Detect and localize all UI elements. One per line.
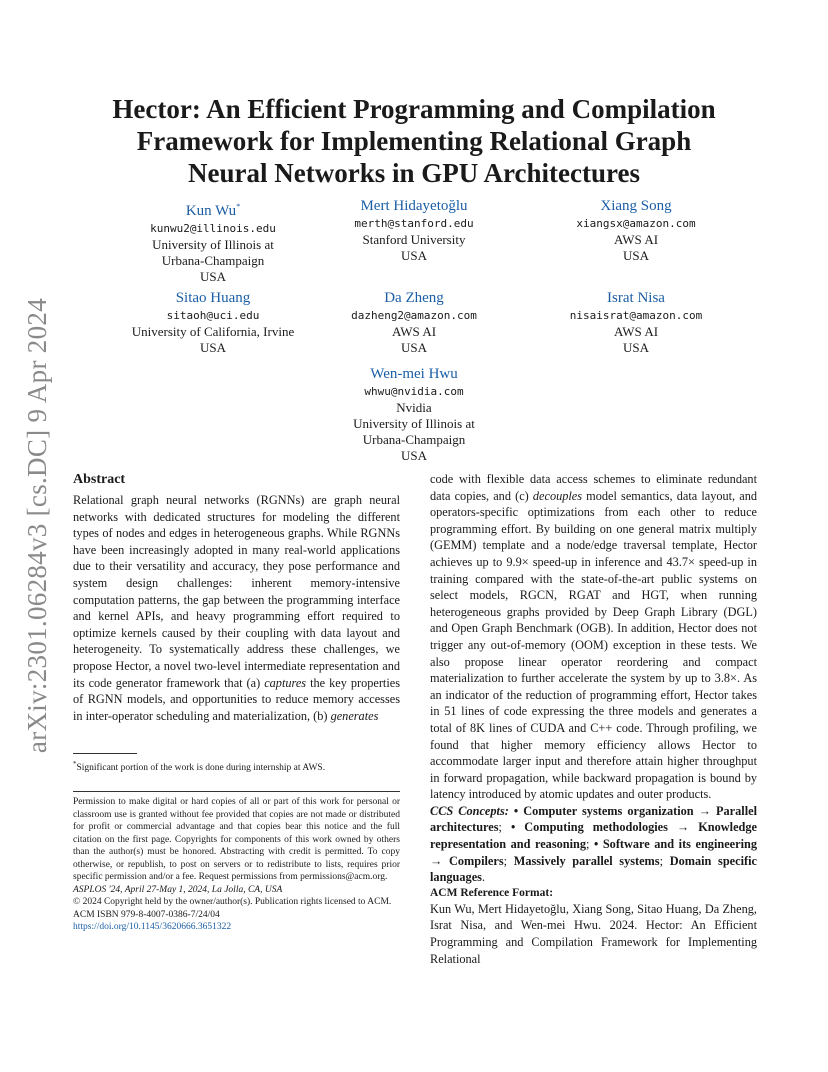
author-email: merth@stanford.edu <box>354 217 474 230</box>
author-country: USA <box>400 340 427 355</box>
author-country: USA <box>400 448 427 463</box>
author-name[interactable]: Israt Nisa <box>607 290 665 306</box>
author-affiliation: AWS AI <box>613 324 659 339</box>
acm-reference-text: Kun Wu, Mert Hidayetoğlu, Xiang Song, Sitao Huang, Da Zheng, Israt Nisa, and Wen-mei Hwu. 2024. Hector: An Efficient Programming and Compilation Framework for Implementing Relational <box>430 901 757 966</box>
author-block <box>299 289 529 356</box>
footnote-rule <box>73 753 137 754</box>
author-country: USA <box>199 340 226 355</box>
abstract-left-column <box>73 471 400 724</box>
paper-title <box>80 93 748 189</box>
arxiv-id: arXiv:2301.06284v3 [cs.DC] 9 Apr 2024 <box>21 298 52 754</box>
author-block <box>299 197 529 264</box>
author-name[interactable]: Wen-mei Hwu <box>370 366 458 382</box>
conference-info: ASPLOS '24, April 27-May 1, 2024, La Jolla, CA, USA <box>73 884 283 895</box>
author-country: USA <box>622 248 649 263</box>
permission-notice <box>73 796 400 934</box>
author-email: xiangsx@amazon.com <box>576 217 696 230</box>
acm-reference-heading: ACM Reference Format: <box>430 886 554 899</box>
author-affiliation: AWS AI <box>391 324 437 339</box>
author-country: USA <box>622 340 649 355</box>
permission-rule <box>73 791 400 792</box>
ccs-concepts: CCS Concepts: • Computer systems organization → Parallel architectures; • Computing methodologies → Knowledge representation and reasoning; • Software and its engineering → Compilers; Massively parallel systems; Domain specific languages. <box>430 803 757 885</box>
author-name[interactable]: Mert Hidayetoğlu <box>360 198 468 214</box>
author-email: dazheng2@amazon.com <box>351 309 477 322</box>
author-email: nisaisrat@amazon.com <box>569 309 703 322</box>
author-affiliation: AWS AI <box>613 232 659 247</box>
author-affiliation: University of California, Irvine <box>131 324 295 339</box>
author-affiliation: Stanford University <box>362 232 466 247</box>
author-affiliation: University of Illinois at <box>152 237 274 252</box>
author-name[interactable]: Da Zheng <box>384 290 444 306</box>
author-country: USA <box>199 269 226 284</box>
abstract-right-column <box>430 471 757 967</box>
ccs-label: CCS Concepts: <box>430 803 509 818</box>
author-name[interactable]: Sitao Huang <box>175 290 251 306</box>
author-block <box>299 365 529 464</box>
permission-text: Permission to make digital or hard copies of all or part of this work for personal or classroom use is granted without fee provided that copies are not made or distributed for profit or commercial advantage and that copies bear this notice and the full citation on the first page. Copyrights for components of this work owned by others than the author(s) must be honored. Abstracting with credit is permitted. To copy otherwise, or republish, to post on servers or to redistribute to lists, requires prior specific permission and/or a fee. Request permissions from permissions@acm.org. <box>73 797 400 882</box>
footnote: *Significant portion of the work is done during internship at AWS. <box>73 760 326 774</box>
author-affiliation: Nvidia <box>396 400 432 415</box>
author-affiliation: Urbana-Champaign <box>161 253 265 268</box>
author-name[interactable]: Kun Wu* <box>185 202 241 219</box>
author-country: USA <box>400 248 427 263</box>
title-line: Neural Networks in GPU Architectures <box>188 158 640 188</box>
author-affiliation: Urbana-Champaign <box>362 432 466 447</box>
author-block <box>98 197 328 285</box>
copyright-notice: © 2024 Copyright held by the owner/author(s). Publication rights licensed to ACM. <box>73 897 392 907</box>
arxiv-stamp <box>20 288 54 764</box>
author-affiliation: University of Illinois at <box>353 416 475 431</box>
author-footnote-mark: * <box>236 202 241 211</box>
footnote-mark: * <box>73 760 77 768</box>
author-name[interactable]: Xiang Song <box>600 198 672 214</box>
abstract-paragraph: Relational graph neural networks (RGNNs) are graph neural networks with dedicated structures for modeling the different types of nodes and edges in heterogeneous graphs. While RGNNs have been increasingly adopted in many real-world applications due to their versatility and accuracy, they pose performance and system design challenges: inherent memory-intensive computation patterns, the gap between the programming interface and kernel APIs, and heavy programming effort required to optimize kernels caused by their coupling with data layout and heterogeneity. To systematically address these challenges, we propose Hector, a novel two-level intermediate representation and its code generator framework that (a) captures the key properties of RGNN models, and opportunities to reduce memory accesses in inter-operator scheduling and materialization, (b) generates <box>73 493 401 723</box>
author-block <box>521 197 751 264</box>
doi-link[interactable]: https://doi.org/10.1145/3620666.3651322 <box>73 922 232 932</box>
author-email: sitaoh@uci.edu <box>166 309 260 322</box>
author-email: kunwu2@illinois.edu <box>150 222 276 235</box>
author-email: whwu@nvidia.com <box>364 385 464 398</box>
isbn: ACM ISBN 979-8-4007-0386-7/24/04 <box>73 909 220 920</box>
title-line: Framework for Implementing Relational Graph <box>136 126 692 156</box>
author-block <box>521 289 751 356</box>
title-line: Hector: An Efficient Programming and Compilation <box>112 94 716 124</box>
abstract-paragraph-continued: code with flexible data access schemes to eliminate redundant data copies, and (c) decouples model semantics, data layout, and operators-specific optimizations from each other to reduce programming effort. By building on one general matrix multiply (GEMM) template and a node/edge traversal template, Hector achieves up to 9.9× speed-up in inference and 43.7× speed-up in training compared with the state-of-the-art public systems on select models, RGCN, RGAT and HGT, when running heterogeneous graphs provided by Deep Graph Library (DGL) and Open Graph Benchmark (OGB). In addition, Hector does not trigger any out-of-memory (OOM) exception in these tests. We also propose linear operator reordering and compact materialization to further accelerate the system by up to 3.8×. As an indicator of the reduction of programming effort, Hector takes in 51 lines of code expressing the three models and generates a total of 8K lines of CUDA and C++ code. Through profiling, we found that higher memory efficiency allows Hector to accommodate larger input and therefore attain higher throughput in forward propagation, while backward propagation is bound by latency introduced by atomic updates and outer products. <box>430 472 758 802</box>
abstract-heading: Abstract <box>73 472 126 487</box>
